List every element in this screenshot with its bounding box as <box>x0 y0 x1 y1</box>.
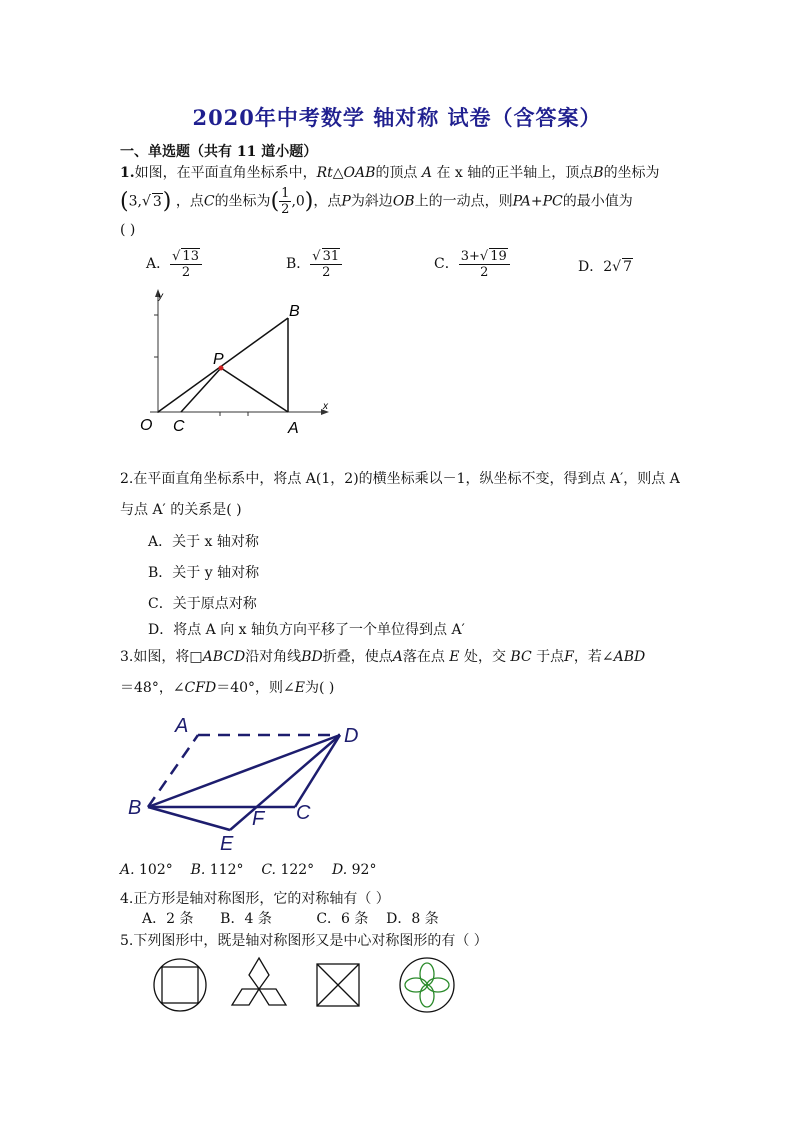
segment-bd <box>148 735 340 807</box>
square-x-figure <box>317 964 359 1006</box>
q1-text: ，点 <box>175 193 204 210</box>
q3-text: ＝48°，∠ <box>120 680 185 696</box>
label-c: C <box>173 418 185 435</box>
q5-figures <box>140 955 470 1015</box>
q1-var: B <box>593 165 604 181</box>
petal-top <box>420 963 434 985</box>
option-value: 122° <box>280 862 315 878</box>
option-frac <box>459 248 510 280</box>
label-b: B <box>289 303 300 320</box>
q1-text: 的坐标为 <box>214 193 271 210</box>
petal-left <box>405 978 427 992</box>
q3-parallelogram: □ABCD <box>189 649 246 665</box>
q1-var: A <box>421 165 433 181</box>
q1-coordB: 3, <box>128 193 142 210</box>
q1-option-c <box>434 248 510 280</box>
q1-text: 上的一动点，则 <box>414 193 513 210</box>
sqrt-sign: √ <box>141 193 151 210</box>
q1-text: + <box>530 193 543 210</box>
q1-coordB-radicand: 3 <box>152 193 162 210</box>
q3-text: 沿对角线 <box>245 649 302 665</box>
q1-triangle: Rt△OAB <box>316 165 376 181</box>
label-o: O <box>140 417 153 434</box>
q3-var: BD <box>301 649 323 665</box>
q4-line1: 4.正方形是轴对称图形，它的对称轴有（ ） <box>120 891 390 907</box>
q3-text: 处，交 <box>463 649 506 665</box>
option-value: 92° <box>351 862 377 878</box>
option-label: B. <box>190 862 206 878</box>
radicand: 19 <box>490 249 507 264</box>
q3-var: BC <box>510 649 532 665</box>
y-axis-label: y <box>158 291 163 302</box>
q1-var: C <box>203 193 215 210</box>
frac-num: 1 <box>281 186 290 201</box>
q2-line1: 2.在平面直角坐标系中，将点 A(1，2)的横坐标乘以－1，纵坐标不变，得到点 A′，则点 A <box>120 471 680 487</box>
q3-var: F <box>564 649 574 665</box>
q1-number: 1. <box>120 165 135 181</box>
q3-var: E <box>449 649 460 665</box>
q3-text: 为( ) <box>304 680 335 696</box>
rhombus-top <box>249 958 269 989</box>
q1-var: PC <box>542 193 563 210</box>
label-a: A <box>288 420 299 437</box>
q1-paren: ( <box>270 189 280 214</box>
q1-var: P <box>341 193 351 210</box>
q1-var: PA <box>512 193 531 210</box>
frac-den: 2 <box>480 265 489 280</box>
q1-paren: ) <box>162 189 172 214</box>
q1-paren: ( <box>120 189 129 214</box>
q1-text: ，点 <box>313 193 342 210</box>
frac-den: 2 <box>181 265 191 280</box>
q3-text: ，若∠ <box>573 649 614 665</box>
q3-figure <box>120 712 380 857</box>
option-value: 102° <box>139 862 173 878</box>
q1-line1 <box>120 162 660 182</box>
q1-option-a <box>146 248 202 280</box>
rhombus-left <box>232 989 259 1005</box>
q2-option-b: B．关于 y 轴对称 <box>148 565 260 581</box>
label-f: F <box>252 808 265 830</box>
segment-ed <box>230 735 340 830</box>
frac-den: 2 <box>322 265 331 280</box>
q1-text: 的最小值为 <box>562 193 633 210</box>
option-frac <box>310 248 342 280</box>
radicand: 7 <box>623 259 632 275</box>
inner-square <box>162 967 198 1003</box>
petal-bottom <box>420 985 434 1007</box>
q1-text: 的坐标为 <box>603 165 660 181</box>
option-label: A. <box>120 862 135 878</box>
q3-text: 落在点 <box>402 649 445 665</box>
option-label: D. <box>331 862 348 878</box>
x-axis-label: x <box>323 401 328 412</box>
option-frac <box>170 248 202 280</box>
q1-var: OB <box>392 193 415 210</box>
frac-num: √ 31 <box>310 248 342 265</box>
q1-answer-blank: ( ) <box>120 222 136 238</box>
q4-options: A．2 条 B．4 条 C．6 条 D．8 条 <box>142 911 439 927</box>
q2-option-a: A．关于 x 轴对称 <box>148 534 259 550</box>
q1-option-b <box>286 248 342 280</box>
circle-square-figure <box>154 959 206 1011</box>
q5-line1: 5.下列图形中，既是轴对称图形又是中心对称图形的有（ ） <box>120 933 488 949</box>
segment-pa <box>221 368 288 412</box>
radicand: 13 <box>182 249 199 264</box>
q3-options <box>120 862 376 878</box>
q1-text: 的顶点 <box>375 165 418 181</box>
q3-text: 3.如图，将 <box>120 649 190 665</box>
radicand: 31 <box>322 249 340 264</box>
segment-pc <box>181 368 221 412</box>
option-label: D．2 <box>578 259 613 275</box>
q1-text: 为斜边 <box>350 193 393 210</box>
q3-var: E <box>294 680 305 696</box>
page-title: 2020年中考数学 轴对称 试卷（含答案） <box>192 105 602 130</box>
q1-option-d: D．2√ 7 <box>578 259 632 275</box>
q3-var: A <box>392 649 403 665</box>
label-b: B <box>128 797 142 819</box>
label-p: P <box>213 351 224 368</box>
q1-text: 如图，在平面直角坐标系中， <box>134 165 317 181</box>
segment-cd <box>295 735 340 807</box>
frac-num: √ 13 <box>170 248 202 265</box>
label-d: D <box>344 725 359 747</box>
flower-circle-figure <box>400 958 454 1012</box>
segment-ab-dashed <box>148 735 198 807</box>
q2-option-c: C．关于原点对称 <box>148 596 257 612</box>
q3-var: CFD <box>184 680 217 696</box>
frac-den: 2 <box>281 202 290 217</box>
frac-num: 3+√ 19 <box>459 248 510 265</box>
q1-figure <box>130 285 340 440</box>
option-label: C． <box>434 256 459 272</box>
option-value: 112° <box>209 862 244 878</box>
label-e: E <box>220 833 234 855</box>
q1-coordC-tail: ,0 <box>291 193 305 210</box>
q1-paren: ) <box>304 189 314 214</box>
q3-line2 <box>120 677 334 697</box>
q2-option-d: D．将点 A 向 x 轴负方向平移了一个单位得到点 A′ <box>148 622 465 638</box>
petal-right <box>427 978 449 992</box>
label-c: C <box>296 802 311 824</box>
q3-var: ABD <box>613 649 646 665</box>
q3-line1 <box>120 646 645 666</box>
option-label: B． <box>286 256 311 272</box>
q1-coordC-frac <box>279 186 291 217</box>
q1-line2 <box>120 186 633 217</box>
q3-text: ＝40°，则∠ <box>216 680 295 696</box>
q1-text: 在 x 轴的正半轴上，顶点 <box>436 165 594 181</box>
rhombus-right <box>259 989 286 1005</box>
q3-text: 于点 <box>536 649 565 665</box>
num-prefix: 3+ <box>460 249 480 264</box>
q2-line2: 与点 A′ 的关系是( ) <box>120 502 242 518</box>
option-label: A． <box>146 256 171 272</box>
q3-text: 折叠，使点 <box>322 649 393 665</box>
option-label: C. <box>261 862 276 878</box>
segment-be <box>148 807 230 830</box>
three-rhombus-figure <box>232 958 286 1005</box>
section-heading: 一、单选题（共有 11 道小题） <box>120 144 318 160</box>
label-a: A <box>175 715 189 737</box>
